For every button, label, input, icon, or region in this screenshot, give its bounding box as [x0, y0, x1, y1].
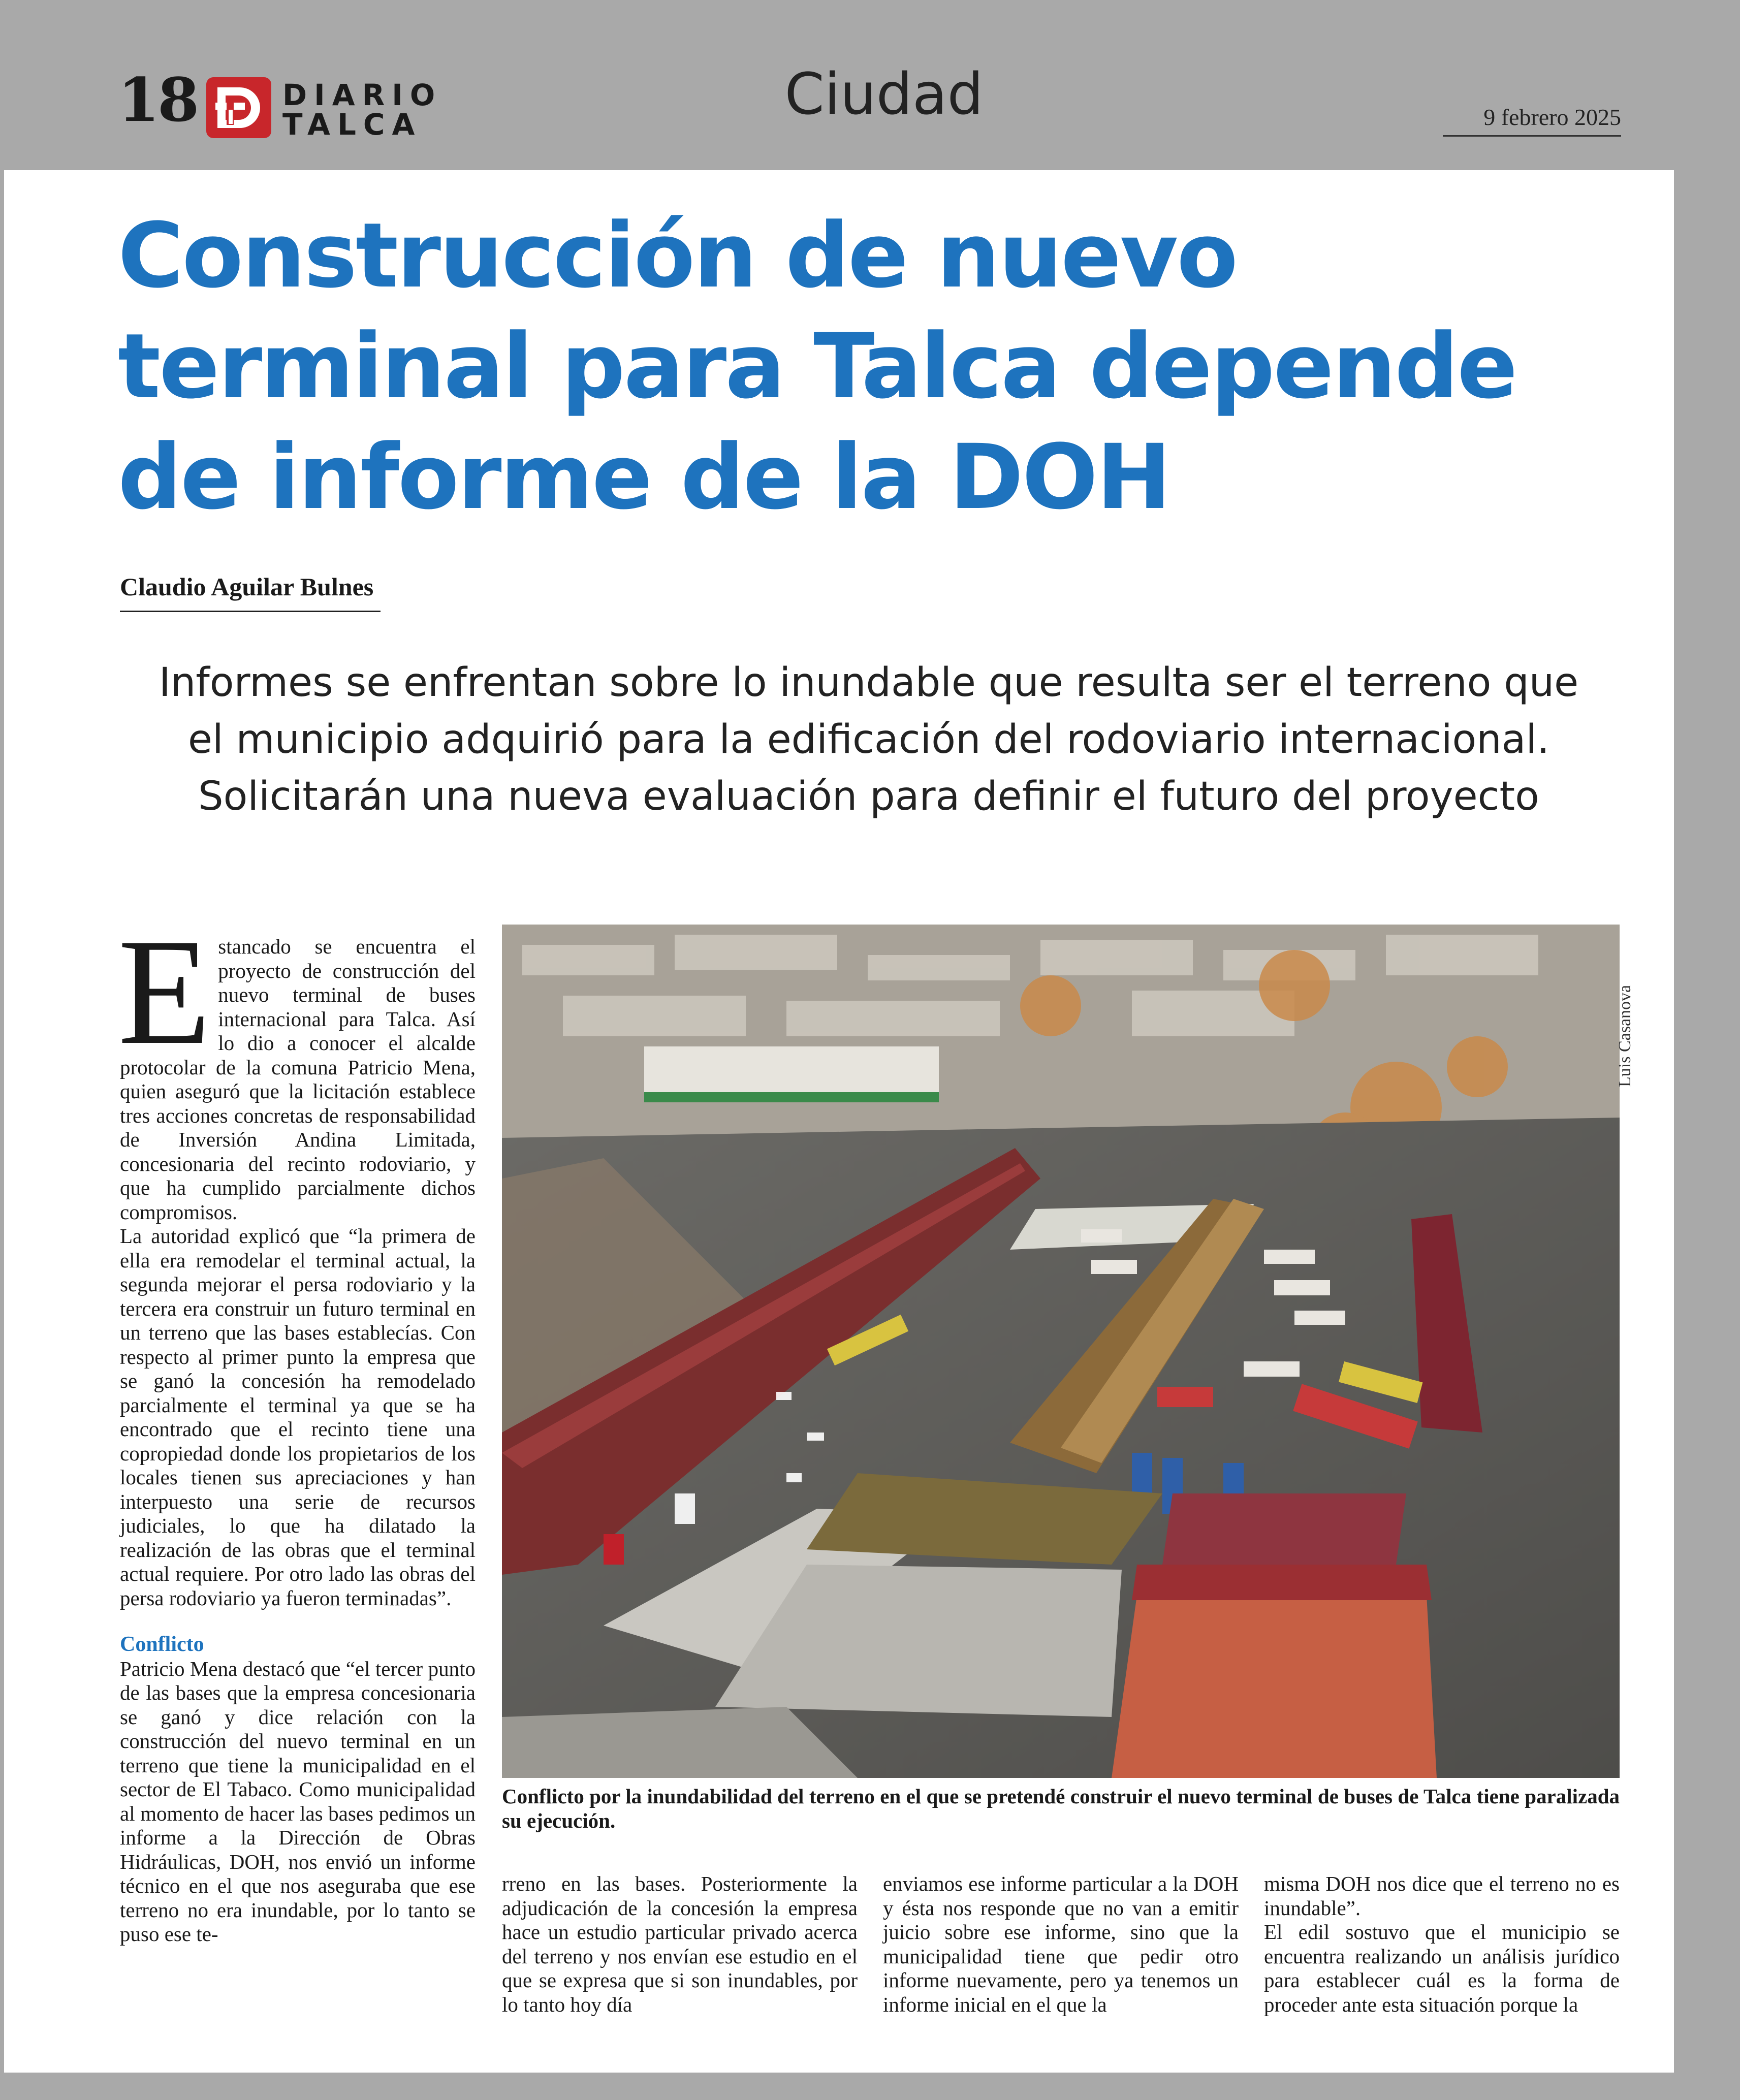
- logo-word-diario: DIARIO: [282, 78, 442, 112]
- column-3-text: enviamos ese informe particular a la DOH y ésta nos responde que no van a emitir juicio sobre ese informe, sino que la municipalidad tiene que pedir otro informe nuevamente, pero ya tenemos un informe inicial en el que la: [883, 1872, 1239, 2016]
- body-column-3: [883, 1872, 1239, 2017]
- logo-word-talca: TALCA: [282, 107, 422, 142]
- article-lede: Informes se enfrentan sobre lo inundable que resulta ser el terreno que el municipio adquirió para la edificación del rodoviario internacional. Solicitarán una nueva evaluación para definir el futuro del proyecto: [159, 660, 1579, 819]
- drop-cap: E: [118, 907, 211, 1076]
- body-column-2: [502, 1872, 858, 2017]
- body-column-4: [1264, 1872, 1620, 2017]
- photo-caption: Conflicto por la inundabilidad del terreno en el que se pretendé construir el nuevo terminal de buses de Talca tiene paralizada su ejecución.: [502, 1785, 1620, 1832]
- photo-credit: Luis Casanova: [1616, 984, 1634, 1087]
- diario-talca-logo: [206, 77, 442, 142]
- issue-date: 9 febrero 2025: [1443, 106, 1621, 137]
- column-2-text: rreno en las bases. Posteriormente la adjudicación de la concesión la empresa hace un estudio particular privado acerca del terreno y nos envían ese estudio en el que se expresa que si son inundables, por lo tanto hoy día: [502, 1872, 858, 2016]
- page-header: [0, 0, 1740, 170]
- paragraph-3: Patricio Mena destacó que “el tercer punto de las bases que la empresa concesionaria se ganó y dice relación con la construcción del nuevo terminal en un terreno que tiene la municipalidad en el sector de El Tabaco. Como municipalidad al momento de hacer las bases pedimos un informe a la Dirección de Obras Hidráulicas, DOH, nos envió un informe técnico en el que nos aseguraba que ese terreno no era inundable, por lo tanto se puso ese te-: [120, 1657, 476, 1946]
- aerial-photo-bus-terminal: [502, 925, 1620, 1778]
- section-title: Ciudad: [784, 61, 984, 128]
- logo-mark-icon: [206, 77, 271, 138]
- column-4-paragraph-2: El edil sostuvo que el municipio se encuentra realizando un análisis jurídico para establecer cuál es la forma de proceder ante esta situación porque la: [1264, 1920, 1620, 2016]
- article-byline: Claudio Aguilar Bulnes: [120, 574, 381, 612]
- page-number: 18: [118, 65, 198, 135]
- paragraph-1-text: stancado se encuentra el proyecto de construcción del nuevo terminal de buses internacional para Talca. Así lo dio a conocer el alcalde protocolar de la comuna Patricio Mena, quien aseguró que la licitación establece tres acciones concretas de responsabilidad de Inversión Andina Limitada, concesionaria del recinto rodoviario, y que ha cumplido parcialmente dichos compromisos.: [120, 935, 476, 1224]
- article-headline: Construcción de nuevo terminal para Talca depende de informe de la DOH: [118, 204, 1516, 529]
- paragraph-2: La autoridad explicó que “la primera de ella era remodelar el terminal actual, la segunda mejorar el persa rodoviario y la tercera era construir un futuro terminal en un terreno que las bases establecías. Con respecto al primer punto la empresa que se ganó la concesión ha remodelado parcialmente el terminal ya que se ha encontrado que el recinto tiene una copropiedad donde los propietarios de los locales tienen sus apreciaciones y han interpuesto una serie de recursos judiciales, lo que ha dilatado la realización de las obras que el terminal actual requiere. Por otro lado las obras del persa rodoviario ya fueron terminadas”.: [120, 1224, 476, 1610]
- column-4-paragraph-1: misma DOH nos dice que el terreno no es inundable”.: [1264, 1872, 1620, 1920]
- paragraph-1: [118, 907, 476, 1224]
- body-column-1: [118, 907, 476, 1947]
- subhead-conflicto: Conflicto: [120, 1633, 204, 1656]
